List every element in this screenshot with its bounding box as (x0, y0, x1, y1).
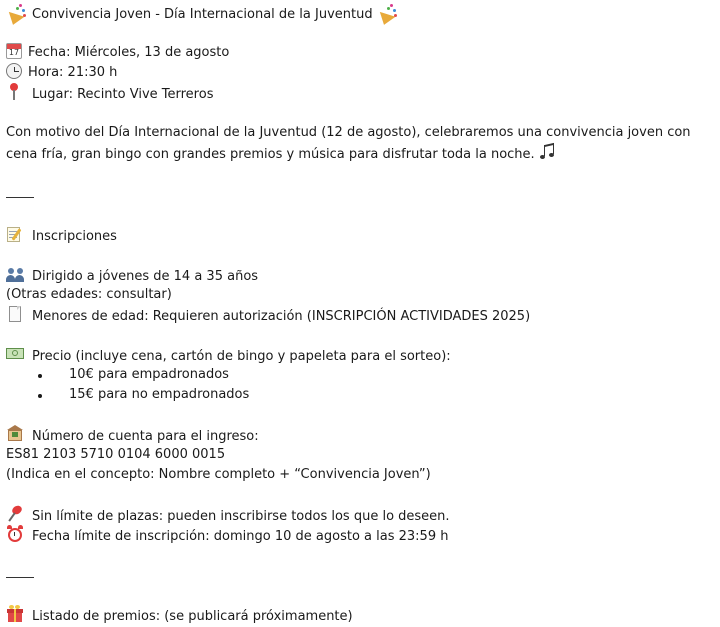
account-heading: Número de cuenta para el ingreso: (6, 425, 720, 445)
event-time: Hora: 21:30 h (28, 65, 118, 80)
calendar-icon: 17 (6, 43, 22, 59)
audience-line: Dirigido a jóvenes de 14 a 35 años (6, 265, 720, 285)
people-icon (6, 265, 26, 283)
event-location: Lugar: Recinto Vive Terreros (32, 87, 214, 102)
prizes-line: Listado de premios: (se publicará próximamente) (6, 605, 720, 625)
list-item: 10€ para empadronados (6, 365, 720, 385)
location-line (6, 83, 720, 103)
list-item: 15€ para no empadronados (6, 385, 720, 405)
party-popper-icon (6, 3, 26, 21)
price-list (6, 365, 720, 405)
bank-icon (6, 425, 26, 443)
gift-icon (6, 605, 26, 623)
time-line (6, 63, 720, 83)
event-title: Convivencia Joven - Día Internacional de la Juventud (32, 7, 373, 22)
deadline-line: Fecha límite de inscripción: domingo 10 de agosto a las 23:59 h (6, 525, 720, 545)
intro-paragraph: Con motivo del Día Internacional de la Juventud (12 de agosto), celebraremos una convivencia joven con cena fría, gran bingo con grandes premios y música para disfrutar toda la noche. (6, 125, 691, 162)
separator (6, 565, 720, 585)
separator (6, 185, 720, 205)
event-date: Fecha: Miércoles, 13 de agosto (28, 45, 230, 60)
title-line (6, 3, 720, 23)
date-line (6, 43, 720, 63)
clock-icon (6, 63, 22, 79)
minors-line: Menores de edad: Requieren autorización (INSCRIPCIÓN ACTIVIDADES 2025) (6, 305, 720, 325)
price-heading: Precio (incluye cena, cartón de bingo y papeleta para el sorteo): (6, 345, 720, 365)
money-icon (6, 345, 26, 363)
location-pin-icon (6, 83, 26, 101)
concept-note: (Indica en el concepto: Nombre completo + “Convivencia Joven”) (6, 467, 431, 482)
pushpin-icon (6, 505, 26, 523)
alarm-clock-icon (6, 525, 26, 543)
no-limit-line: Sin límite de plazas: pueden inscribirse todos los que lo deseen. (6, 505, 720, 525)
registration-heading: Inscripciones (6, 225, 720, 245)
party-popper-icon (377, 3, 397, 21)
iban-line: ES81 2103 5710 0104 6000 0015 (6, 447, 226, 462)
document-icon (6, 305, 26, 323)
music-notes-icon (539, 143, 559, 161)
memo-icon (6, 225, 26, 243)
message-body (6, 3, 720, 625)
other-ages-line: (Otras edades: consultar) (6, 287, 172, 302)
